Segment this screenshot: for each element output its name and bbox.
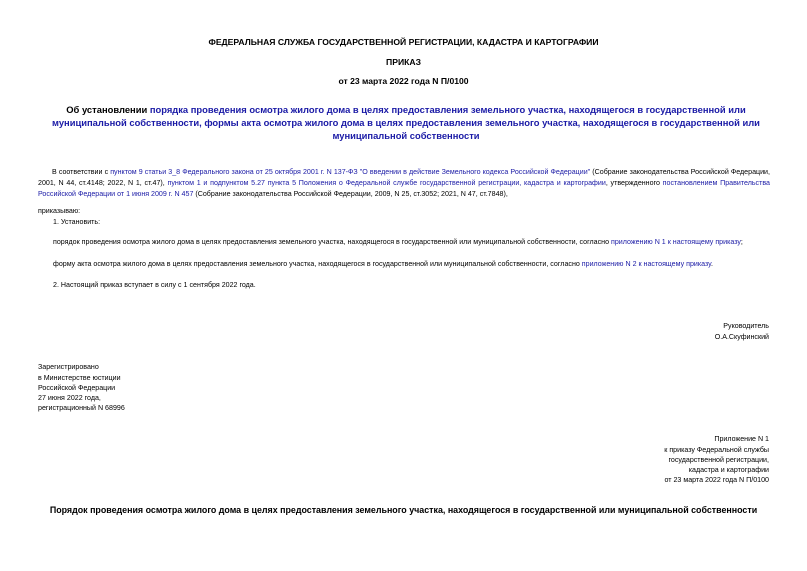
appendix-line-4: кадастра и картографии [688, 466, 769, 474]
registration-line-5: регистрационный N 68996 [38, 404, 125, 412]
order-sub-item-2 [53, 260, 713, 268]
doc-type-heading: ПРИКАЗ [386, 57, 421, 67]
registration-line-2: в Министерстве юстиции [38, 374, 121, 382]
preamble-paragraph [38, 167, 770, 200]
sub2-text: форму акта осмотра жилого дома в целях предоставления земельного участка, находящегося в государственной или муниципальной собственности, согласно [53, 260, 582, 268]
title-link[interactable]: порядка проведения осмотра жилого дома в целях предоставления земельного участка, находящегося в государственной или муниципальной собственности, формы акта осмотра жилого дома в целях предоставления земельного участка, находящегося в государственной или муниципальной собственности [52, 104, 760, 141]
registration-line-4: 27 июня 2022 года, [38, 394, 101, 402]
government-decree-link[interactable]: постановлением Правительства Российской Федерации от 1 июня 2009 г. N 457 [38, 179, 770, 198]
sub1-text: порядок проведения осмотра жилого дома в целях предоставления земельного участка, находящегося в государственной или муниципальной собственности, согласно [53, 238, 611, 246]
appendix-line-1: Приложение N 1 [714, 435, 769, 443]
appendix-line-2: к приказу Федеральной службы [664, 446, 769, 454]
title-prefix: Об установлении [66, 104, 150, 115]
order-sub-item-1 [53, 238, 743, 246]
doc-date: от 23 марта 2022 года N П/0100 [338, 76, 469, 86]
appendix-2-link[interactable]: приложению N 2 к настоящему приказу [581, 260, 711, 268]
appendix-title: Порядок проведения осмотра жилого дома в целях предоставления земельного участка, находящегося в государственной или муниципальной собственности [49, 505, 758, 515]
preamble-text-4: (Собрание законодательства Российской Федерации, 2009, N 25, ст.3052; 2021, N 47, ст.7848), [193, 190, 508, 198]
preamble-text-1: В соответствии с [52, 168, 111, 176]
document-title [48, 103, 764, 142]
registration-line-1: Зарегистрировано [38, 363, 99, 371]
law-link[interactable]: пунктом 9 статьи 3_8 Федерального закона от 25 октября 2001 г. N 137-ФЗ "О введении в действие Земельного кодекса Российской Федерации" [110, 168, 591, 176]
appendix-1-link[interactable]: приложению N 1 к настоящему приказу [611, 238, 741, 246]
registration-line-3: Российской Федерации [38, 384, 116, 392]
signature-role: Руководитель [723, 322, 769, 330]
preamble-text-2: (Собрание законодательства Российской Федерации, 2001, N 44, ст.4148; 2022, N 1, ст.47), [38, 168, 770, 187]
order-prikazyvayu: приказываю: [38, 207, 81, 215]
appendix-line-3: государственной регистрации, [668, 456, 769, 464]
order-item-2: 2. Настоящий приказ вступает в силу с 1 сентября 2022 года. [53, 281, 256, 289]
order-item-1: 1. Установить: [53, 218, 101, 226]
sub1-end: ; [740, 238, 743, 246]
sub2-end: . [711, 260, 713, 268]
signature-name: О.А.Скуфинский [714, 333, 769, 341]
agency-heading: ФЕДЕРАЛЬНАЯ СЛУЖБА ГОСУДАРСТВЕННОЙ РЕГИСТРАЦИИ, КАДАСТРА И КАРТОГРАФИИ [208, 37, 599, 47]
regulation-link[interactable]: пунктом 1 и подпунктом 5.27 пункта 5 Положения о Федеральной службе государственной регистрации, кадастра и картографии [167, 179, 606, 187]
preamble-text-3: , утвержденного [605, 179, 663, 187]
appendix-line-5: от 23 марта 2022 года N П/0100 [664, 476, 769, 484]
